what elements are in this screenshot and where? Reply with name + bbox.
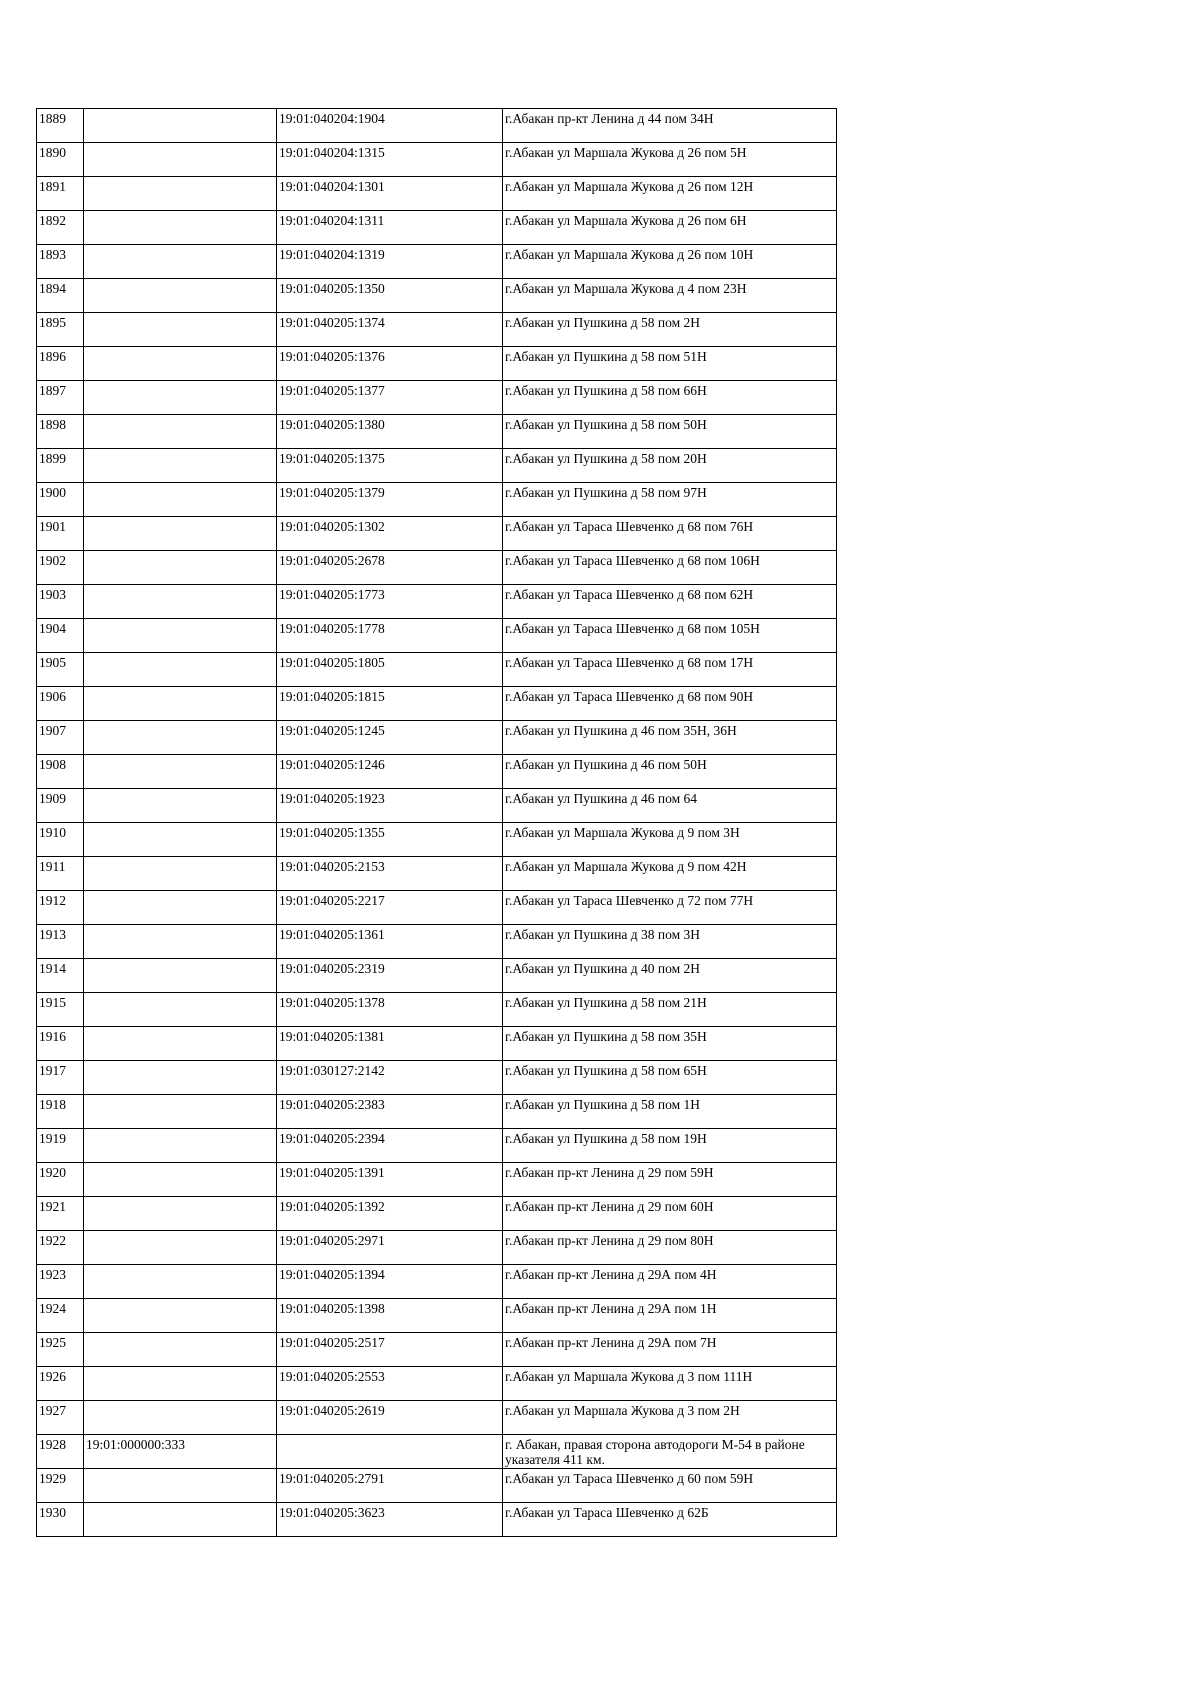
row-number-cell: 1891 (37, 177, 84, 211)
land-parcel-number-cell (84, 1129, 277, 1163)
table-row (37, 381, 837, 415)
cadastral-number-cell: 19:01:040205:1773 (277, 585, 503, 619)
land-parcel-number-cell (84, 1231, 277, 1265)
address-cell: г.Абакан ул Маршала Жукова д 26 пом 6Н (503, 211, 837, 245)
table-row (37, 483, 837, 517)
table-row (37, 415, 837, 449)
registry-table (36, 108, 837, 1537)
cadastral-number-cell: 19:01:040205:2153 (277, 857, 503, 891)
cadastral-number-cell: 19:01:040205:1376 (277, 347, 503, 381)
address-cell: г.Абакан пр-кт Ленина д 29 пом 60Н (503, 1197, 837, 1231)
address-cell: г.Абакан пр-кт Ленина д 29А пом 7Н (503, 1333, 837, 1367)
land-parcel-number-cell (84, 347, 277, 381)
table-row (37, 1095, 837, 1129)
land-parcel-number-cell (84, 823, 277, 857)
table-row (37, 1265, 837, 1299)
row-number-cell: 1912 (37, 891, 84, 925)
land-parcel-number-cell: 19:01:000000:333 (84, 1435, 277, 1469)
table-row (37, 1061, 837, 1095)
cadastral-number-cell: 19:01:040205:1778 (277, 619, 503, 653)
cadastral-number-cell: 19:01:040205:1375 (277, 449, 503, 483)
address-cell: г.Абакан ул Пушкина д 58 пом 2Н (503, 313, 837, 347)
address-cell: г.Абакан ул Маршала Жукова д 26 пом 10Н (503, 245, 837, 279)
row-number-cell: 1917 (37, 1061, 84, 1095)
address-cell: г.Абакан ул Пушкина д 58 пом 1Н (503, 1095, 837, 1129)
address-cell: г.Абакан ул Маршала Жукова д 9 пом 3Н (503, 823, 837, 857)
table-row (37, 1503, 837, 1537)
cadastral-number-cell: 19:01:040204:1319 (277, 245, 503, 279)
table-row (37, 551, 837, 585)
row-number-cell: 1892 (37, 211, 84, 245)
address-cell: г.Абакан пр-кт Ленина д 44 пом 34Н (503, 109, 837, 143)
cadastral-number-cell: 19:01:040205:1381 (277, 1027, 503, 1061)
address-cell: г.Абакан ул Маршала Жукова д 26 пом 12Н (503, 177, 837, 211)
address-cell: г.Абакан пр-кт Ленина д 29А пом 4Н (503, 1265, 837, 1299)
cadastral-number-cell: 19:01:040205:2678 (277, 551, 503, 585)
address-cell: г.Абакан ул Пушкина д 40 пом 2Н (503, 959, 837, 993)
address-cell: г.Абакан ул Маршала Жукова д 3 пом 111Н (503, 1367, 837, 1401)
row-number-cell: 1927 (37, 1401, 84, 1435)
row-number-cell: 1903 (37, 585, 84, 619)
address-cell: г.Абакан ул Тараса Шевченко д 72 пом 77Н (503, 891, 837, 925)
land-parcel-number-cell (84, 891, 277, 925)
cadastral-number-cell: 19:01:040205:1380 (277, 415, 503, 449)
cadastral-number-cell: 19:01:040205:1378 (277, 993, 503, 1027)
address-cell: г.Абакан ул Пушкина д 46 пом 50Н (503, 755, 837, 789)
table-row (37, 1163, 837, 1197)
land-parcel-number-cell (84, 687, 277, 721)
land-parcel-number-cell (84, 415, 277, 449)
row-number-cell: 1921 (37, 1197, 84, 1231)
land-parcel-number-cell (84, 619, 277, 653)
table-row (37, 823, 837, 857)
table-row (37, 1435, 837, 1469)
address-cell: г.Абакан ул Пушкина д 46 пом 35Н, 36Н (503, 721, 837, 755)
table-row (37, 891, 837, 925)
land-parcel-number-cell (84, 1503, 277, 1537)
table-row (37, 143, 837, 177)
row-number-cell: 1913 (37, 925, 84, 959)
row-number-cell: 1893 (37, 245, 84, 279)
row-number-cell: 1905 (37, 653, 84, 687)
row-number-cell: 1915 (37, 993, 84, 1027)
registry-table-body (37, 109, 837, 1537)
cadastral-number-cell: 19:01:040205:2619 (277, 1401, 503, 1435)
table-row (37, 1197, 837, 1231)
table-row (37, 857, 837, 891)
address-cell: г.Абакан ул Пушкина д 46 пом 64 (503, 789, 837, 823)
row-number-cell: 1923 (37, 1265, 84, 1299)
cadastral-number-cell: 19:01:040205:1302 (277, 517, 503, 551)
row-number-cell: 1902 (37, 551, 84, 585)
row-number-cell: 1925 (37, 1333, 84, 1367)
land-parcel-number-cell (84, 551, 277, 585)
table-row (37, 1129, 837, 1163)
land-parcel-number-cell (84, 721, 277, 755)
cadastral-number-cell: 19:01:040205:1377 (277, 381, 503, 415)
table-row (37, 721, 837, 755)
land-parcel-number-cell (84, 1299, 277, 1333)
cadastral-number-cell: 19:01:040205:2319 (277, 959, 503, 993)
row-number-cell: 1906 (37, 687, 84, 721)
row-number-cell: 1899 (37, 449, 84, 483)
address-cell: г.Абакан ул Тараса Шевченко д 68 пом 106Н (503, 551, 837, 585)
cadastral-number-cell: 19:01:040205:1361 (277, 925, 503, 959)
cadastral-number-cell: 19:01:040205:1246 (277, 755, 503, 789)
table-row (37, 245, 837, 279)
address-cell: г.Абакан ул Тараса Шевченко д 60 пом 59Н (503, 1469, 837, 1503)
address-cell: г.Абакан пр-кт Ленина д 29А пом 1Н (503, 1299, 837, 1333)
cadastral-number-cell: 19:01:040205:1805 (277, 653, 503, 687)
address-cell: г.Абакан ул Пушкина д 58 пом 50Н (503, 415, 837, 449)
row-number-cell: 1904 (37, 619, 84, 653)
cadastral-number-cell: 19:01:030127:2142 (277, 1061, 503, 1095)
table-row (37, 177, 837, 211)
land-parcel-number-cell (84, 211, 277, 245)
land-parcel-number-cell (84, 857, 277, 891)
table-row (37, 687, 837, 721)
address-cell: г.Абакан ул Маршала Жукова д 9 пом 42Н (503, 857, 837, 891)
land-parcel-number-cell (84, 279, 277, 313)
row-number-cell: 1897 (37, 381, 84, 415)
land-parcel-number-cell (84, 925, 277, 959)
address-cell: г.Абакан ул Тараса Шевченко д 68 пом 62Н (503, 585, 837, 619)
table-row (37, 789, 837, 823)
table-row (37, 449, 837, 483)
address-cell: г.Абакан ул Пушкина д 58 пом 20Н (503, 449, 837, 483)
address-cell: г.Абакан ул Маршала Жукова д 4 пом 23Н (503, 279, 837, 313)
row-number-cell: 1922 (37, 1231, 84, 1265)
row-number-cell: 1926 (37, 1367, 84, 1401)
address-cell: г.Абакан ул Пушкина д 58 пом 51Н (503, 347, 837, 381)
cadastral-number-cell: 19:01:040205:1392 (277, 1197, 503, 1231)
row-number-cell: 1924 (37, 1299, 84, 1333)
land-parcel-number-cell (84, 381, 277, 415)
cadastral-number-cell: 19:01:040204:1315 (277, 143, 503, 177)
table-row (37, 313, 837, 347)
row-number-cell: 1911 (37, 857, 84, 891)
land-parcel-number-cell (84, 653, 277, 687)
table-row (37, 517, 837, 551)
row-number-cell: 1895 (37, 313, 84, 347)
address-cell: г.Абакан ул Тараса Шевченко д 62Б (503, 1503, 837, 1537)
address-cell: г.Абакан ул Тараса Шевченко д 68 пом 105Н (503, 619, 837, 653)
land-parcel-number-cell (84, 1367, 277, 1401)
table-row (37, 755, 837, 789)
land-parcel-number-cell (84, 177, 277, 211)
land-parcel-number-cell (84, 1265, 277, 1299)
land-parcel-number-cell (84, 1163, 277, 1197)
table-row (37, 1231, 837, 1265)
land-parcel-number-cell (84, 1061, 277, 1095)
table-row (37, 279, 837, 313)
row-number-cell: 1929 (37, 1469, 84, 1503)
address-cell: г.Абакан ул Тараса Шевченко д 68 пом 17Н (503, 653, 837, 687)
cadastral-number-cell: 19:01:040205:1923 (277, 789, 503, 823)
land-parcel-number-cell (84, 755, 277, 789)
address-cell: г.Абакан ул Тараса Шевченко д 68 пом 90Н (503, 687, 837, 721)
land-parcel-number-cell (84, 483, 277, 517)
address-cell: г.Абакан ул Тараса Шевченко д 68 пом 76Н (503, 517, 837, 551)
cadastral-number-cell: 19:01:040205:1355 (277, 823, 503, 857)
row-number-cell: 1900 (37, 483, 84, 517)
cadastral-number-cell: 19:01:040205:2394 (277, 1129, 503, 1163)
row-number-cell: 1918 (37, 1095, 84, 1129)
table-row (37, 619, 837, 653)
land-parcel-number-cell (84, 1027, 277, 1061)
address-cell: г.Абакан пр-кт Ленина д 29 пом 59Н (503, 1163, 837, 1197)
table-row (37, 347, 837, 381)
address-cell: г.Абакан ул Маршала Жукова д 26 пом 5Н (503, 143, 837, 177)
cadastral-number-cell: 19:01:040205:2791 (277, 1469, 503, 1503)
address-cell: г.Абакан ул Пушкина д 38 пом 3Н (503, 925, 837, 959)
cadastral-number-cell: 19:01:040204:1301 (277, 177, 503, 211)
land-parcel-number-cell (84, 789, 277, 823)
address-cell: г.Абакан ул Пушкина д 58 пом 66Н (503, 381, 837, 415)
table-row (37, 1401, 837, 1435)
row-number-cell: 1914 (37, 959, 84, 993)
cadastral-number-cell: 19:01:040205:2517 (277, 1333, 503, 1367)
address-cell: г.Абакан пр-кт Ленина д 29 пом 80Н (503, 1231, 837, 1265)
row-number-cell: 1920 (37, 1163, 84, 1197)
address-cell: г.Абакан ул Пушкина д 58 пом 97Н (503, 483, 837, 517)
address-cell: г. Абакан, правая сторона автодороги М-54 в районе указателя 411 км. (503, 1435, 837, 1469)
row-number-cell: 1928 (37, 1435, 84, 1469)
table-row (37, 653, 837, 687)
address-cell: г.Абакан ул Пушкина д 58 пом 65Н (503, 1061, 837, 1095)
table-row (37, 1333, 837, 1367)
row-number-cell: 1894 (37, 279, 84, 313)
cadastral-number-cell: 19:01:040204:1904 (277, 109, 503, 143)
table-row (37, 1027, 837, 1061)
cadastral-number-cell: 19:01:040205:1245 (277, 721, 503, 755)
row-number-cell: 1901 (37, 517, 84, 551)
land-parcel-number-cell (84, 1197, 277, 1231)
land-parcel-number-cell (84, 517, 277, 551)
table-row (37, 1299, 837, 1333)
land-parcel-number-cell (84, 1333, 277, 1367)
address-cell: г.Абакан ул Маршала Жукова д 3 пом 2Н (503, 1401, 837, 1435)
land-parcel-number-cell (84, 585, 277, 619)
land-parcel-number-cell (84, 1469, 277, 1503)
row-number-cell: 1898 (37, 415, 84, 449)
cadastral-number-cell: 19:01:040205:2971 (277, 1231, 503, 1265)
land-parcel-number-cell (84, 245, 277, 279)
land-parcel-number-cell (84, 109, 277, 143)
cadastral-number-cell: 19:01:040205:1350 (277, 279, 503, 313)
land-parcel-number-cell (84, 143, 277, 177)
row-number-cell: 1890 (37, 143, 84, 177)
cadastral-number-cell (277, 1435, 503, 1469)
row-number-cell: 1907 (37, 721, 84, 755)
land-parcel-number-cell (84, 1095, 277, 1129)
table-row (37, 993, 837, 1027)
table-row (37, 1367, 837, 1401)
table-row (37, 1469, 837, 1503)
land-parcel-number-cell (84, 313, 277, 347)
land-parcel-number-cell (84, 1401, 277, 1435)
table-row (37, 585, 837, 619)
row-number-cell: 1910 (37, 823, 84, 857)
row-number-cell: 1909 (37, 789, 84, 823)
row-number-cell: 1896 (37, 347, 84, 381)
cadastral-number-cell: 19:01:040205:1398 (277, 1299, 503, 1333)
cadastral-number-cell: 19:01:040205:2383 (277, 1095, 503, 1129)
row-number-cell: 1889 (37, 109, 84, 143)
row-number-cell: 1930 (37, 1503, 84, 1537)
row-number-cell: 1919 (37, 1129, 84, 1163)
cadastral-number-cell: 19:01:040205:2217 (277, 891, 503, 925)
row-number-cell: 1916 (37, 1027, 84, 1061)
cadastral-number-cell: 19:01:040205:1394 (277, 1265, 503, 1299)
table-row (37, 211, 837, 245)
cadastral-number-cell: 19:01:040205:1815 (277, 687, 503, 721)
table-row (37, 109, 837, 143)
cadastral-number-cell: 19:01:040205:2553 (277, 1367, 503, 1401)
address-cell: г.Абакан ул Пушкина д 58 пом 35Н (503, 1027, 837, 1061)
table-row (37, 925, 837, 959)
cadastral-number-cell: 19:01:040205:1374 (277, 313, 503, 347)
cadastral-number-cell: 19:01:040204:1311 (277, 211, 503, 245)
row-number-cell: 1908 (37, 755, 84, 789)
land-parcel-number-cell (84, 993, 277, 1027)
cadastral-number-cell: 19:01:040205:1379 (277, 483, 503, 517)
address-cell: г.Абакан ул Пушкина д 58 пом 19Н (503, 1129, 837, 1163)
cadastral-number-cell: 19:01:040205:1391 (277, 1163, 503, 1197)
address-cell: г.Абакан ул Пушкина д 58 пом 21Н (503, 993, 837, 1027)
land-parcel-number-cell (84, 959, 277, 993)
table-row (37, 959, 837, 993)
cadastral-number-cell: 19:01:040205:3623 (277, 1503, 503, 1537)
land-parcel-number-cell (84, 449, 277, 483)
